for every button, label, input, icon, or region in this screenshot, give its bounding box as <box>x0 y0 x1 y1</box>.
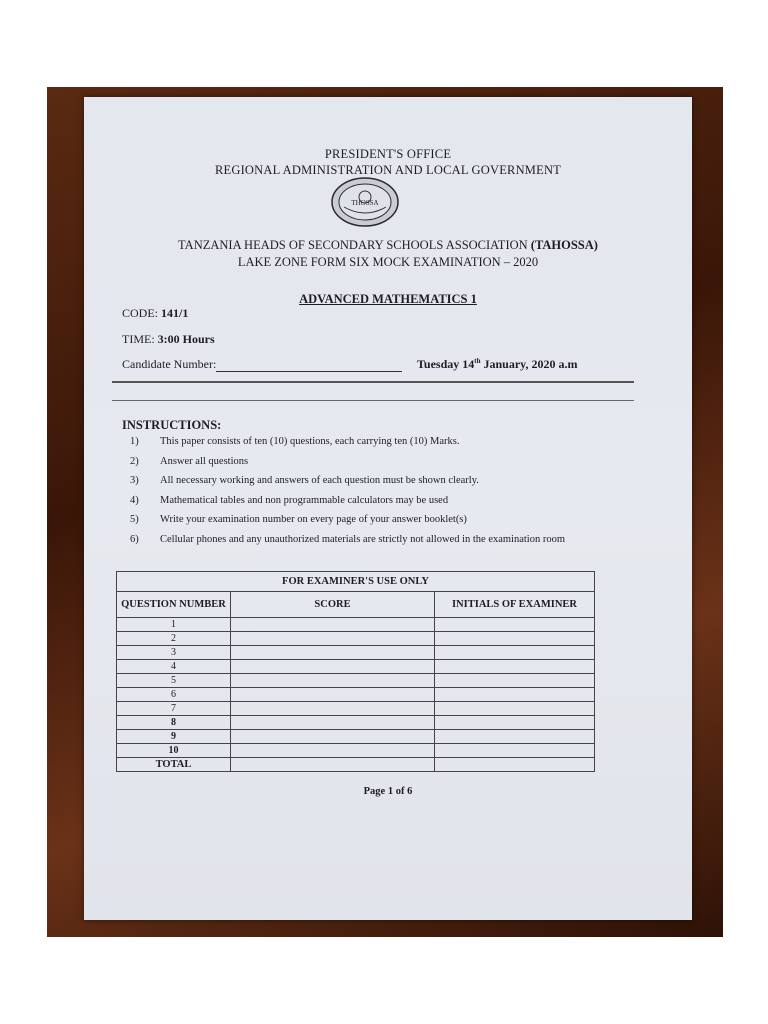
col-question-number: QUESTION NUMBER <box>117 592 231 618</box>
divider-thick <box>112 381 634 383</box>
header-association: TANZANIA HEADS OF SECONDARY SCHOOLS ASSOCIATION (TAHOSSA) <box>178 238 598 252</box>
table-row: 5 <box>117 674 595 688</box>
tahossa-seal-icon <box>330 177 400 227</box>
examiner-table <box>116 571 595 772</box>
header-line-presidents-office: PRESIDENT'S OFFICE <box>324 147 452 161</box>
instructions-title: INSTRUCTIONS: <box>122 418 222 432</box>
table-row: 8 <box>117 716 595 730</box>
table-row-total: TOTAL <box>117 758 595 772</box>
divider-thin <box>112 400 634 401</box>
table-row: 10 <box>117 744 595 758</box>
table-row: 2 <box>117 632 595 646</box>
exam-paper: PRESIDENT'S OFFICE REGIONAL ADMINISTRATION AND LOCAL GOVERNMENT THOSSA TANZANIA HEADS OF SECONDARY SCHOOLS ASSOCIATION (TAHOSSA) LAKE ZONE FORM SIX MOCK EXAMINATION – 2020 ADVANCED MATHEMATICS 1 CODE: 141/1 TIME: 3:00 Hours Candidate Number: Tuesday 14th January, 2020 a.m INSTRUCTIONS: 1) This paper consists of ten (10) questions, each carrying ten (10) Marks. 2) Answer all questions 3) All necessary working and answers of each question must be shown clearly. 4) Mathematical tables and non programmable calculators may be used 5) Write your examination number on every page of your answer booklet(s) 6) Cellular phones and any unauthorized materials are strictly not allowed in the examination room FOR EXAMINER'S USE ONLY QUESTION NUMBER SCORE INITIALS OF EXAMINER 1 2 3 4 5 6 7 8 9 10 TOTAL Page 1 of 6 <box>84 97 692 920</box>
candidate-number-field: Candidate Number: <box>122 357 402 372</box>
subject-title: ADVANCED MATHEMATICS 1 <box>299 292 477 306</box>
page-number: Page 1 of 6 <box>363 786 413 797</box>
table-row: 6 <box>117 688 595 702</box>
col-score: SCORE <box>231 592 435 618</box>
table-row: 7 <box>117 702 595 716</box>
table-row: 9 <box>117 730 595 744</box>
examiner-table-title: FOR EXAMINER'S USE ONLY <box>117 572 595 592</box>
table-row: 3 <box>117 646 595 660</box>
time-field: TIME: 3:00 Hours <box>122 332 215 346</box>
table-row: 4 <box>117 660 595 674</box>
table-row: 1 <box>117 618 595 632</box>
exam-date: Tuesday 14th January, 2020 a.m <box>417 357 578 371</box>
svg-text:THOSSA: THOSSA <box>351 199 379 207</box>
code-field: CODE: 141/1 <box>122 306 189 320</box>
col-initials: INITIALS OF EXAMINER <box>435 592 595 618</box>
header-exam-name: LAKE ZONE FORM SIX MOCK EXAMINATION – 2020 <box>237 255 539 269</box>
candidate-number-blank[interactable] <box>216 359 402 372</box>
header-line-regional-admin: REGIONAL ADMINISTRATION AND LOCAL GOVERNMENT <box>214 163 562 177</box>
